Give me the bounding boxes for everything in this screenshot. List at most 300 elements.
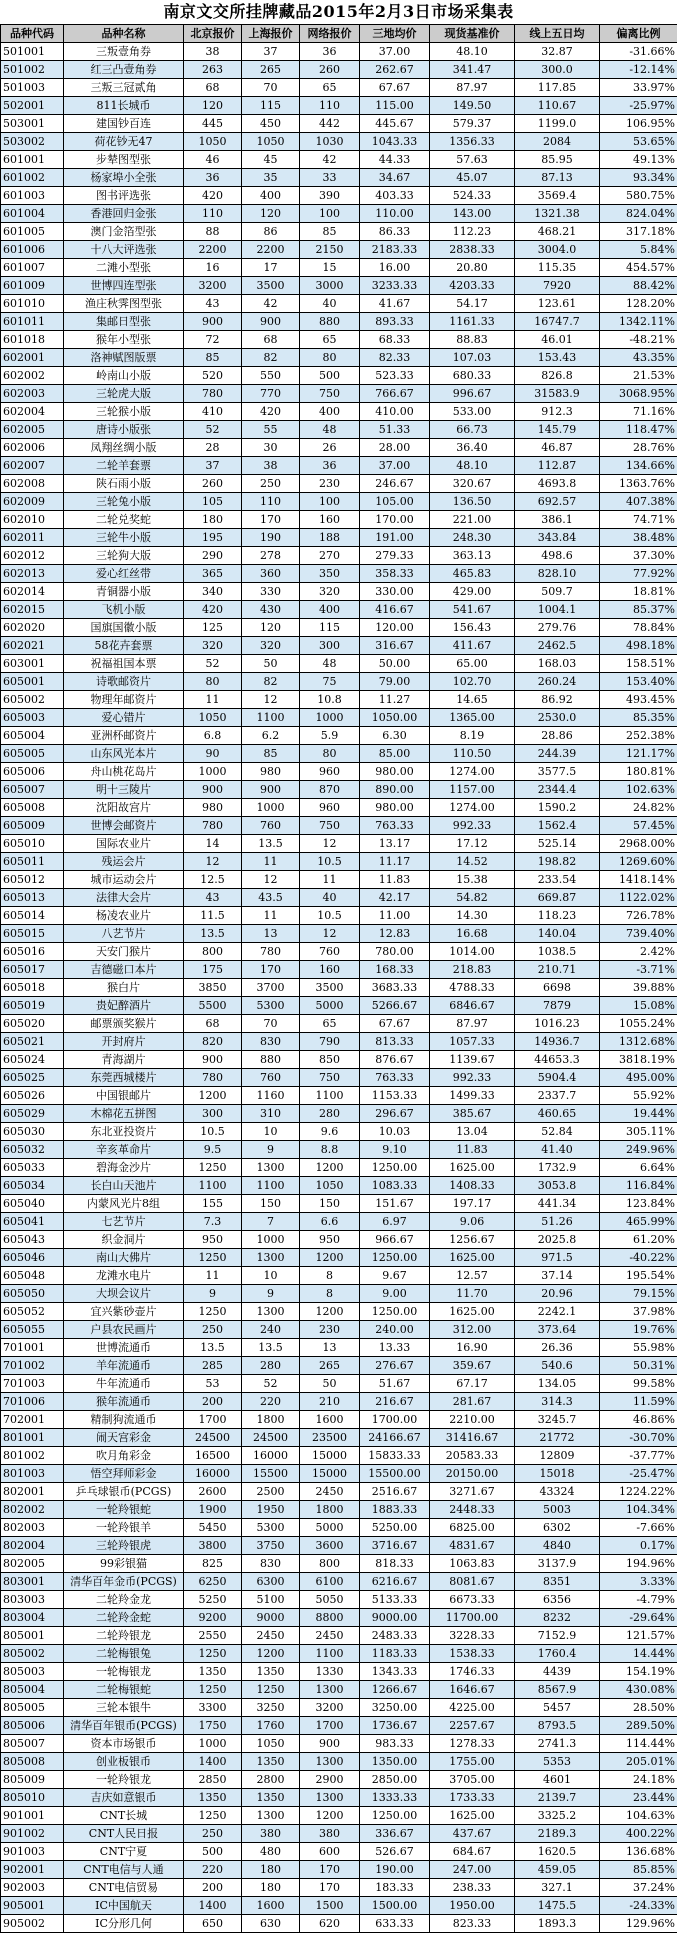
cell-beijing: 980 bbox=[184, 799, 242, 817]
cell-five-day: 4693.8 bbox=[515, 475, 600, 493]
cell-code: 605052 bbox=[1, 1303, 64, 1321]
cell-online: 1700 bbox=[300, 1717, 360, 1735]
cell-deviation: 85.37% bbox=[600, 601, 677, 619]
cell-deviation: 465.99% bbox=[600, 1213, 677, 1231]
cell-code: 905001 bbox=[1, 1897, 64, 1915]
cell-spot-base: 1408.33 bbox=[430, 1177, 515, 1195]
cell-spot-base: 1256.67 bbox=[430, 1231, 515, 1249]
cell-shanghai: 3750 bbox=[242, 1537, 300, 1555]
cell-online: 1300 bbox=[300, 1753, 360, 1771]
cell-online: 115 bbox=[300, 619, 360, 637]
cell-shanghai: 480 bbox=[242, 1843, 300, 1861]
cell-shanghai: 38 bbox=[242, 457, 300, 475]
cell-five-day: 7152.9 bbox=[515, 1627, 600, 1645]
table-row bbox=[1, 1663, 677, 1681]
table-row bbox=[1, 943, 677, 961]
cell-code: 801003 bbox=[1, 1465, 64, 1483]
cell-online: 23500 bbox=[300, 1429, 360, 1447]
cell-shanghai: 190 bbox=[242, 529, 300, 547]
cell-five-day: 5904.4 bbox=[515, 1069, 600, 1087]
cell-five-day: 6698 bbox=[515, 979, 600, 997]
cell-beijing: 28 bbox=[184, 439, 242, 457]
cell-five-day: 2084 bbox=[515, 133, 600, 151]
cell-code: 501001 bbox=[1, 43, 64, 61]
cell-code: 601011 bbox=[1, 313, 64, 331]
cell-five-day: 2344.4 bbox=[515, 781, 600, 799]
cell-online: 80 bbox=[300, 349, 360, 367]
cell-avg: 6.30 bbox=[360, 727, 430, 745]
cell-code: 601005 bbox=[1, 223, 64, 241]
cell-online: 10.5 bbox=[300, 853, 360, 871]
cell-shanghai: 1160 bbox=[242, 1087, 300, 1105]
cell-online: 265 bbox=[300, 1357, 360, 1375]
cell-online: 600 bbox=[300, 1843, 360, 1861]
cell-deviation: 104.34% bbox=[600, 1501, 677, 1519]
cell-avg: 980.00 bbox=[360, 763, 430, 781]
table-row bbox=[1, 1285, 677, 1303]
cell-deviation: 2968.00% bbox=[600, 835, 677, 853]
cell-online: 42 bbox=[300, 151, 360, 169]
cell-five-day: 233.54 bbox=[515, 871, 600, 889]
table-row bbox=[1, 1537, 677, 1555]
cell-online: 3600 bbox=[300, 1537, 360, 1555]
cell-beijing: 1050 bbox=[184, 709, 242, 727]
cell-name: 亚洲杯邮资片 bbox=[64, 727, 184, 745]
cell-five-day: 459.05 bbox=[515, 1861, 600, 1879]
cell-shanghai: 70 bbox=[242, 79, 300, 97]
cell-deviation: 18.81% bbox=[600, 583, 677, 601]
cell-deviation: 71.16% bbox=[600, 403, 677, 421]
cell-five-day: 314.3 bbox=[515, 1393, 600, 1411]
cell-shanghai: 13 bbox=[242, 925, 300, 943]
cell-beijing: 1250 bbox=[184, 1249, 242, 1267]
cell-code: 501003 bbox=[1, 79, 64, 97]
cell-shanghai: 52 bbox=[242, 1375, 300, 1393]
cell-beijing: 90 bbox=[184, 745, 242, 763]
cell-beijing: 46 bbox=[184, 151, 242, 169]
cell-beijing: 12.5 bbox=[184, 871, 242, 889]
cell-five-day: 1893.3 bbox=[515, 1915, 600, 1933]
cell-code: 605032 bbox=[1, 1141, 64, 1159]
table-row bbox=[1, 655, 677, 673]
cell-avg: 5133.33 bbox=[360, 1591, 430, 1609]
cell-five-day: 6302 bbox=[515, 1519, 600, 1537]
cell-beijing: 420 bbox=[184, 601, 242, 619]
cell-deviation: 46.86% bbox=[600, 1411, 677, 1429]
cell-code: 803001 bbox=[1, 1573, 64, 1591]
cell-avg: 1883.33 bbox=[360, 1501, 430, 1519]
cell-deviation: 50.31% bbox=[600, 1357, 677, 1375]
table-row bbox=[1, 241, 677, 259]
cell-beijing: 900 bbox=[184, 1051, 242, 1069]
cell-deviation: 136.68% bbox=[600, 1843, 677, 1861]
cell-name: 清华百年金币(PCGS) bbox=[64, 1573, 184, 1591]
cell-spot-base: 54.82 bbox=[430, 889, 515, 907]
cell-beijing: 1050 bbox=[184, 133, 242, 151]
cell-deviation: 726.78% bbox=[600, 907, 677, 925]
cell-name: 资本市场银币 bbox=[64, 1735, 184, 1753]
table-row bbox=[1, 727, 677, 745]
cell-deviation: 53.65% bbox=[600, 133, 677, 151]
cell-name: 三轮兔小版 bbox=[64, 493, 184, 511]
cell-name: 杨家埠小全张 bbox=[64, 169, 184, 187]
cell-shanghai: 278 bbox=[242, 547, 300, 565]
cell-five-day: 509.7 bbox=[515, 583, 600, 601]
cell-five-day: 3053.8 bbox=[515, 1177, 600, 1195]
cell-beijing: 1400 bbox=[184, 1897, 242, 1915]
cell-avg: 246.67 bbox=[360, 475, 430, 493]
cell-avg: 2483.33 bbox=[360, 1627, 430, 1645]
cell-online: 1200 bbox=[300, 1159, 360, 1177]
cell-code: 605019 bbox=[1, 997, 64, 1015]
cell-spot-base: 4203.33 bbox=[430, 277, 515, 295]
table-row bbox=[1, 1051, 677, 1069]
cell-code: 602004 bbox=[1, 403, 64, 421]
cell-deviation: 249.96% bbox=[600, 1141, 677, 1159]
cell-code: 605026 bbox=[1, 1087, 64, 1105]
cell-code: 605011 bbox=[1, 853, 64, 871]
cell-shanghai: 5100 bbox=[242, 1591, 300, 1609]
cell-online: 1300 bbox=[300, 1789, 360, 1807]
cell-spot-base: 36.40 bbox=[430, 439, 515, 457]
cell-five-day: 260.24 bbox=[515, 673, 600, 691]
table-row bbox=[1, 745, 677, 763]
cell-spot-base: 1014.00 bbox=[430, 943, 515, 961]
cell-avg: 1250.00 bbox=[360, 1303, 430, 1321]
cell-five-day: 2337.7 bbox=[515, 1087, 600, 1105]
cell-shanghai: 1000 bbox=[242, 799, 300, 817]
cell-spot-base: 524.33 bbox=[430, 187, 515, 205]
cell-spot-base: 1365.00 bbox=[430, 709, 515, 727]
table-row bbox=[1, 1861, 677, 1879]
cell-shanghai: 9000 bbox=[242, 1609, 300, 1627]
cell-online: 100 bbox=[300, 493, 360, 511]
cell-beijing: 365 bbox=[184, 565, 242, 583]
cell-avg: 633.33 bbox=[360, 1915, 430, 1933]
cell-name: 岭南山小版 bbox=[64, 367, 184, 385]
cell-five-day: 460.65 bbox=[515, 1105, 600, 1123]
cell-avg: 9.10 bbox=[360, 1141, 430, 1159]
cell-spot-base: 411.67 bbox=[430, 637, 515, 655]
cell-deviation: 55.92% bbox=[600, 1087, 677, 1105]
cell-five-day: 2025.8 bbox=[515, 1231, 600, 1249]
cell-name: 青海湖片 bbox=[64, 1051, 184, 1069]
cell-avg: 11.00 bbox=[360, 907, 430, 925]
cell-spot-base: 359.67 bbox=[430, 1357, 515, 1375]
cell-online: 850 bbox=[300, 1051, 360, 1069]
cell-avg: 1350.00 bbox=[360, 1753, 430, 1771]
cell-name: 澳门金箔型张 bbox=[64, 223, 184, 241]
cell-name: 诗歌邮资片 bbox=[64, 673, 184, 691]
cell-name: 宜兴紫砂壶片 bbox=[64, 1303, 184, 1321]
cell-online: 350 bbox=[300, 565, 360, 583]
cell-name: 图书评选张 bbox=[64, 187, 184, 205]
cell-name: 乒乓球银币(PCGS) bbox=[64, 1483, 184, 1501]
cell-deviation: 24.82% bbox=[600, 799, 677, 817]
cell-name: 集邮日型张 bbox=[64, 313, 184, 331]
cell-spot-base: 14.30 bbox=[430, 907, 515, 925]
cell-five-day: 7879 bbox=[515, 997, 600, 1015]
cell-online: 8.8 bbox=[300, 1141, 360, 1159]
cell-name: 三轮猴小版 bbox=[64, 403, 184, 421]
cell-avg: 1153.33 bbox=[360, 1087, 430, 1105]
cell-five-day: 327.1 bbox=[515, 1879, 600, 1897]
cell-code: 601018 bbox=[1, 331, 64, 349]
cell-avg: 780.00 bbox=[360, 943, 430, 961]
cell-deviation: 1055.24% bbox=[600, 1015, 677, 1033]
cell-deviation: -3.71% bbox=[600, 961, 677, 979]
table-row bbox=[1, 61, 677, 79]
cell-avg: 5266.67 bbox=[360, 997, 430, 1015]
cell-five-day: 115.35 bbox=[515, 259, 600, 277]
cell-online: 2150 bbox=[300, 241, 360, 259]
cell-avg: 86.33 bbox=[360, 223, 430, 241]
cell-avg: 330.00 bbox=[360, 583, 430, 601]
cell-spot-base: 1057.33 bbox=[430, 1033, 515, 1051]
cell-name: 三轮本银牛 bbox=[64, 1699, 184, 1717]
cell-deviation: 37.24% bbox=[600, 1879, 677, 1897]
cell-avg: 403.33 bbox=[360, 187, 430, 205]
cell-code: 605017 bbox=[1, 961, 64, 979]
cell-code: 605018 bbox=[1, 979, 64, 997]
cell-avg: 3683.33 bbox=[360, 979, 430, 997]
cell-online: 230 bbox=[300, 475, 360, 493]
cell-deviation: 3818.19% bbox=[600, 1051, 677, 1069]
cell-beijing: 5250 bbox=[184, 1591, 242, 1609]
cell-spot-base: 13.04 bbox=[430, 1123, 515, 1141]
cell-online: 110 bbox=[300, 97, 360, 115]
table-row bbox=[1, 205, 677, 223]
cell-code: 701002 bbox=[1, 1357, 64, 1375]
cell-name: 明十三陵片 bbox=[64, 781, 184, 799]
cell-beijing: 3200 bbox=[184, 277, 242, 295]
cell-shanghai: 1300 bbox=[242, 1303, 300, 1321]
cell-shanghai: 240 bbox=[242, 1321, 300, 1339]
cell-avg: 15500.00 bbox=[360, 1465, 430, 1483]
cell-avg: 1266.67 bbox=[360, 1681, 430, 1699]
cell-online: 1100 bbox=[300, 1087, 360, 1105]
table-row bbox=[1, 907, 677, 925]
cell-beijing: 24500 bbox=[184, 1429, 242, 1447]
cell-code: 602006 bbox=[1, 439, 64, 457]
cell-avg: 151.67 bbox=[360, 1195, 430, 1213]
cell-name: 三轮狗大版 bbox=[64, 547, 184, 565]
cell-name: 渔庄秋霁图型张 bbox=[64, 295, 184, 313]
cell-name: 红三凸壹角券 bbox=[64, 61, 184, 79]
cell-beijing: 80 bbox=[184, 673, 242, 691]
cell-online: 5000 bbox=[300, 1519, 360, 1537]
cell-five-day: 5003 bbox=[515, 1501, 600, 1519]
cell-code: 605010 bbox=[1, 835, 64, 853]
cell-spot-base: 57.63 bbox=[430, 151, 515, 169]
cell-avg: 876.67 bbox=[360, 1051, 430, 1069]
cell-deviation: 1224.22% bbox=[600, 1483, 677, 1501]
cell-deviation: -48.21% bbox=[600, 331, 677, 349]
cell-five-day: 12809 bbox=[515, 1447, 600, 1465]
cell-code: 605006 bbox=[1, 763, 64, 781]
cell-shanghai: 6.2 bbox=[242, 727, 300, 745]
cell-online: 5000 bbox=[300, 997, 360, 1015]
cell-name: 一轮羚银龙 bbox=[64, 1771, 184, 1789]
cell-avg: 766.67 bbox=[360, 385, 430, 403]
cell-deviation: 57.45% bbox=[600, 817, 677, 835]
cell-beijing: 420 bbox=[184, 187, 242, 205]
cell-shanghai: 5300 bbox=[242, 997, 300, 1015]
cell-spot-base: 247.00 bbox=[430, 1861, 515, 1879]
cell-five-day: 4601 bbox=[515, 1771, 600, 1789]
cell-deviation: 28.50% bbox=[600, 1699, 677, 1717]
cell-beijing: 1250 bbox=[184, 1681, 242, 1699]
cell-spot-base: 1755.00 bbox=[430, 1753, 515, 1771]
cell-name: 一轮羚银羊 bbox=[64, 1519, 184, 1537]
cell-online: 1200 bbox=[300, 1807, 360, 1825]
cell-beijing: 3800 bbox=[184, 1537, 242, 1555]
cell-code: 605007 bbox=[1, 781, 64, 799]
table-row bbox=[1, 133, 677, 151]
cell-beijing: 14 bbox=[184, 835, 242, 853]
table-row bbox=[1, 115, 677, 133]
cell-five-day: 300.0 bbox=[515, 61, 600, 79]
cell-name: 二轮梅银蛇 bbox=[64, 1681, 184, 1699]
cell-deviation: 19.44% bbox=[600, 1105, 677, 1123]
cell-name: 陕石雨小版 bbox=[64, 475, 184, 493]
table-row bbox=[1, 1357, 677, 1375]
cell-beijing: 43 bbox=[184, 295, 242, 313]
cell-name: 国际农业片 bbox=[64, 835, 184, 853]
cell-shanghai: 150 bbox=[242, 1195, 300, 1213]
cell-spot-base: 45.07 bbox=[430, 169, 515, 187]
cell-deviation: 79.15% bbox=[600, 1285, 677, 1303]
table-row bbox=[1, 709, 677, 727]
cell-five-day: 8351 bbox=[515, 1573, 600, 1591]
cell-code: 803003 bbox=[1, 1591, 64, 1609]
cell-avg: 240.00 bbox=[360, 1321, 430, 1339]
cell-shanghai: 265 bbox=[242, 61, 300, 79]
cell-name: 清华百年银币(PCGS) bbox=[64, 1717, 184, 1735]
cell-five-day: 8567.9 bbox=[515, 1681, 600, 1699]
cell-code: 605055 bbox=[1, 1321, 64, 1339]
cell-shanghai: 120 bbox=[242, 619, 300, 637]
cell-deviation: 317.18% bbox=[600, 223, 677, 241]
cell-deviation: 123.84% bbox=[600, 1195, 677, 1213]
cell-spot-base: 66.73 bbox=[430, 421, 515, 439]
table-row bbox=[1, 1555, 677, 1573]
cell-avg: 3233.33 bbox=[360, 277, 430, 295]
cell-spot-base: 31416.67 bbox=[430, 1429, 515, 1447]
cell-online: 3000 bbox=[300, 277, 360, 295]
cell-deviation: 121.57% bbox=[600, 1627, 677, 1645]
cell-avg: 980.00 bbox=[360, 799, 430, 817]
cell-avg: 523.33 bbox=[360, 367, 430, 385]
cell-name: 三叛壹角券 bbox=[64, 43, 184, 61]
column-header-name: 品种名称 bbox=[64, 25, 184, 43]
cell-beijing: 650 bbox=[184, 1915, 242, 1933]
cell-five-day: 669.87 bbox=[515, 889, 600, 907]
cell-spot-base: 385.67 bbox=[430, 1105, 515, 1123]
cell-shanghai: 35 bbox=[242, 169, 300, 187]
cell-beijing: 900 bbox=[184, 781, 242, 799]
cell-deviation: 1269.60% bbox=[600, 853, 677, 871]
cell-beijing: 11 bbox=[184, 1267, 242, 1285]
cell-avg: 818.33 bbox=[360, 1555, 430, 1573]
cell-code: 602005 bbox=[1, 421, 64, 439]
cell-online: 40 bbox=[300, 295, 360, 313]
cell-online: 160 bbox=[300, 511, 360, 529]
cell-deviation: 1418.14% bbox=[600, 871, 677, 889]
cell-shanghai: 115 bbox=[242, 97, 300, 115]
cell-code: 602008 bbox=[1, 475, 64, 493]
cell-shanghai: 170 bbox=[242, 511, 300, 529]
cell-name: 世博四连型张 bbox=[64, 277, 184, 295]
cell-spot-base: 87.97 bbox=[430, 1015, 515, 1033]
cell-spot-base: 238.33 bbox=[430, 1879, 515, 1897]
cell-avg: 410.00 bbox=[360, 403, 430, 421]
table-row bbox=[1, 259, 677, 277]
table-row bbox=[1, 1519, 677, 1537]
cell-avg: 51.67 bbox=[360, 1375, 430, 1393]
cell-five-day: 117.85 bbox=[515, 79, 600, 97]
table-row bbox=[1, 1321, 677, 1339]
cell-online: 160 bbox=[300, 961, 360, 979]
cell-five-day: 3569.4 bbox=[515, 187, 600, 205]
table-row bbox=[1, 79, 677, 97]
cell-avg: 526.67 bbox=[360, 1843, 430, 1861]
cell-code: 805009 bbox=[1, 1771, 64, 1789]
cell-avg: 13.33 bbox=[360, 1339, 430, 1357]
cell-online: 442 bbox=[300, 115, 360, 133]
cell-five-day: 6356 bbox=[515, 1591, 600, 1609]
cell-shanghai: 980 bbox=[242, 763, 300, 781]
cell-avg: 41.67 bbox=[360, 295, 430, 313]
cell-online: 760 bbox=[300, 943, 360, 961]
cell-code: 805005 bbox=[1, 1699, 64, 1717]
cell-five-day: 153.43 bbox=[515, 349, 600, 367]
cell-avg: 1500.00 bbox=[360, 1897, 430, 1915]
cell-deviation: 106.95% bbox=[600, 115, 677, 133]
cell-avg: 3250.00 bbox=[360, 1699, 430, 1717]
cell-code: 605002 bbox=[1, 691, 64, 709]
cell-five-day: 145.79 bbox=[515, 421, 600, 439]
cell-shanghai: 1200 bbox=[242, 1645, 300, 1663]
cell-five-day: 279.76 bbox=[515, 619, 600, 637]
table-row bbox=[1, 1465, 677, 1483]
cell-five-day: 2189.3 bbox=[515, 1825, 600, 1843]
cell-beijing: 900 bbox=[184, 313, 242, 331]
cell-code: 601003 bbox=[1, 187, 64, 205]
cell-beijing: 300 bbox=[184, 1105, 242, 1123]
cell-code: 605040 bbox=[1, 1195, 64, 1213]
cell-online: 36 bbox=[300, 457, 360, 475]
cell-deviation: 493.45% bbox=[600, 691, 677, 709]
cell-beijing: 780 bbox=[184, 1069, 242, 1087]
cell-name: 二轮羚金蛇 bbox=[64, 1609, 184, 1627]
cell-spot-base: 1625.00 bbox=[430, 1303, 515, 1321]
cell-spot-base: 6825.00 bbox=[430, 1519, 515, 1537]
cell-online: 150 bbox=[300, 1195, 360, 1213]
cell-five-day: 1760.4 bbox=[515, 1645, 600, 1663]
cell-online: 960 bbox=[300, 799, 360, 817]
cell-code: 605016 bbox=[1, 943, 64, 961]
cell-name: 法律大会片 bbox=[64, 889, 184, 907]
cell-code: 805008 bbox=[1, 1753, 64, 1771]
cell-shanghai: 900 bbox=[242, 781, 300, 799]
table-row bbox=[1, 1627, 677, 1645]
cell-shanghai: 330 bbox=[242, 583, 300, 601]
cell-avg: 3716.67 bbox=[360, 1537, 430, 1555]
column-header-avg: 三地均价 bbox=[360, 25, 430, 43]
cell-name: 811长城币 bbox=[64, 97, 184, 115]
cell-shanghai: 1350 bbox=[242, 1789, 300, 1807]
